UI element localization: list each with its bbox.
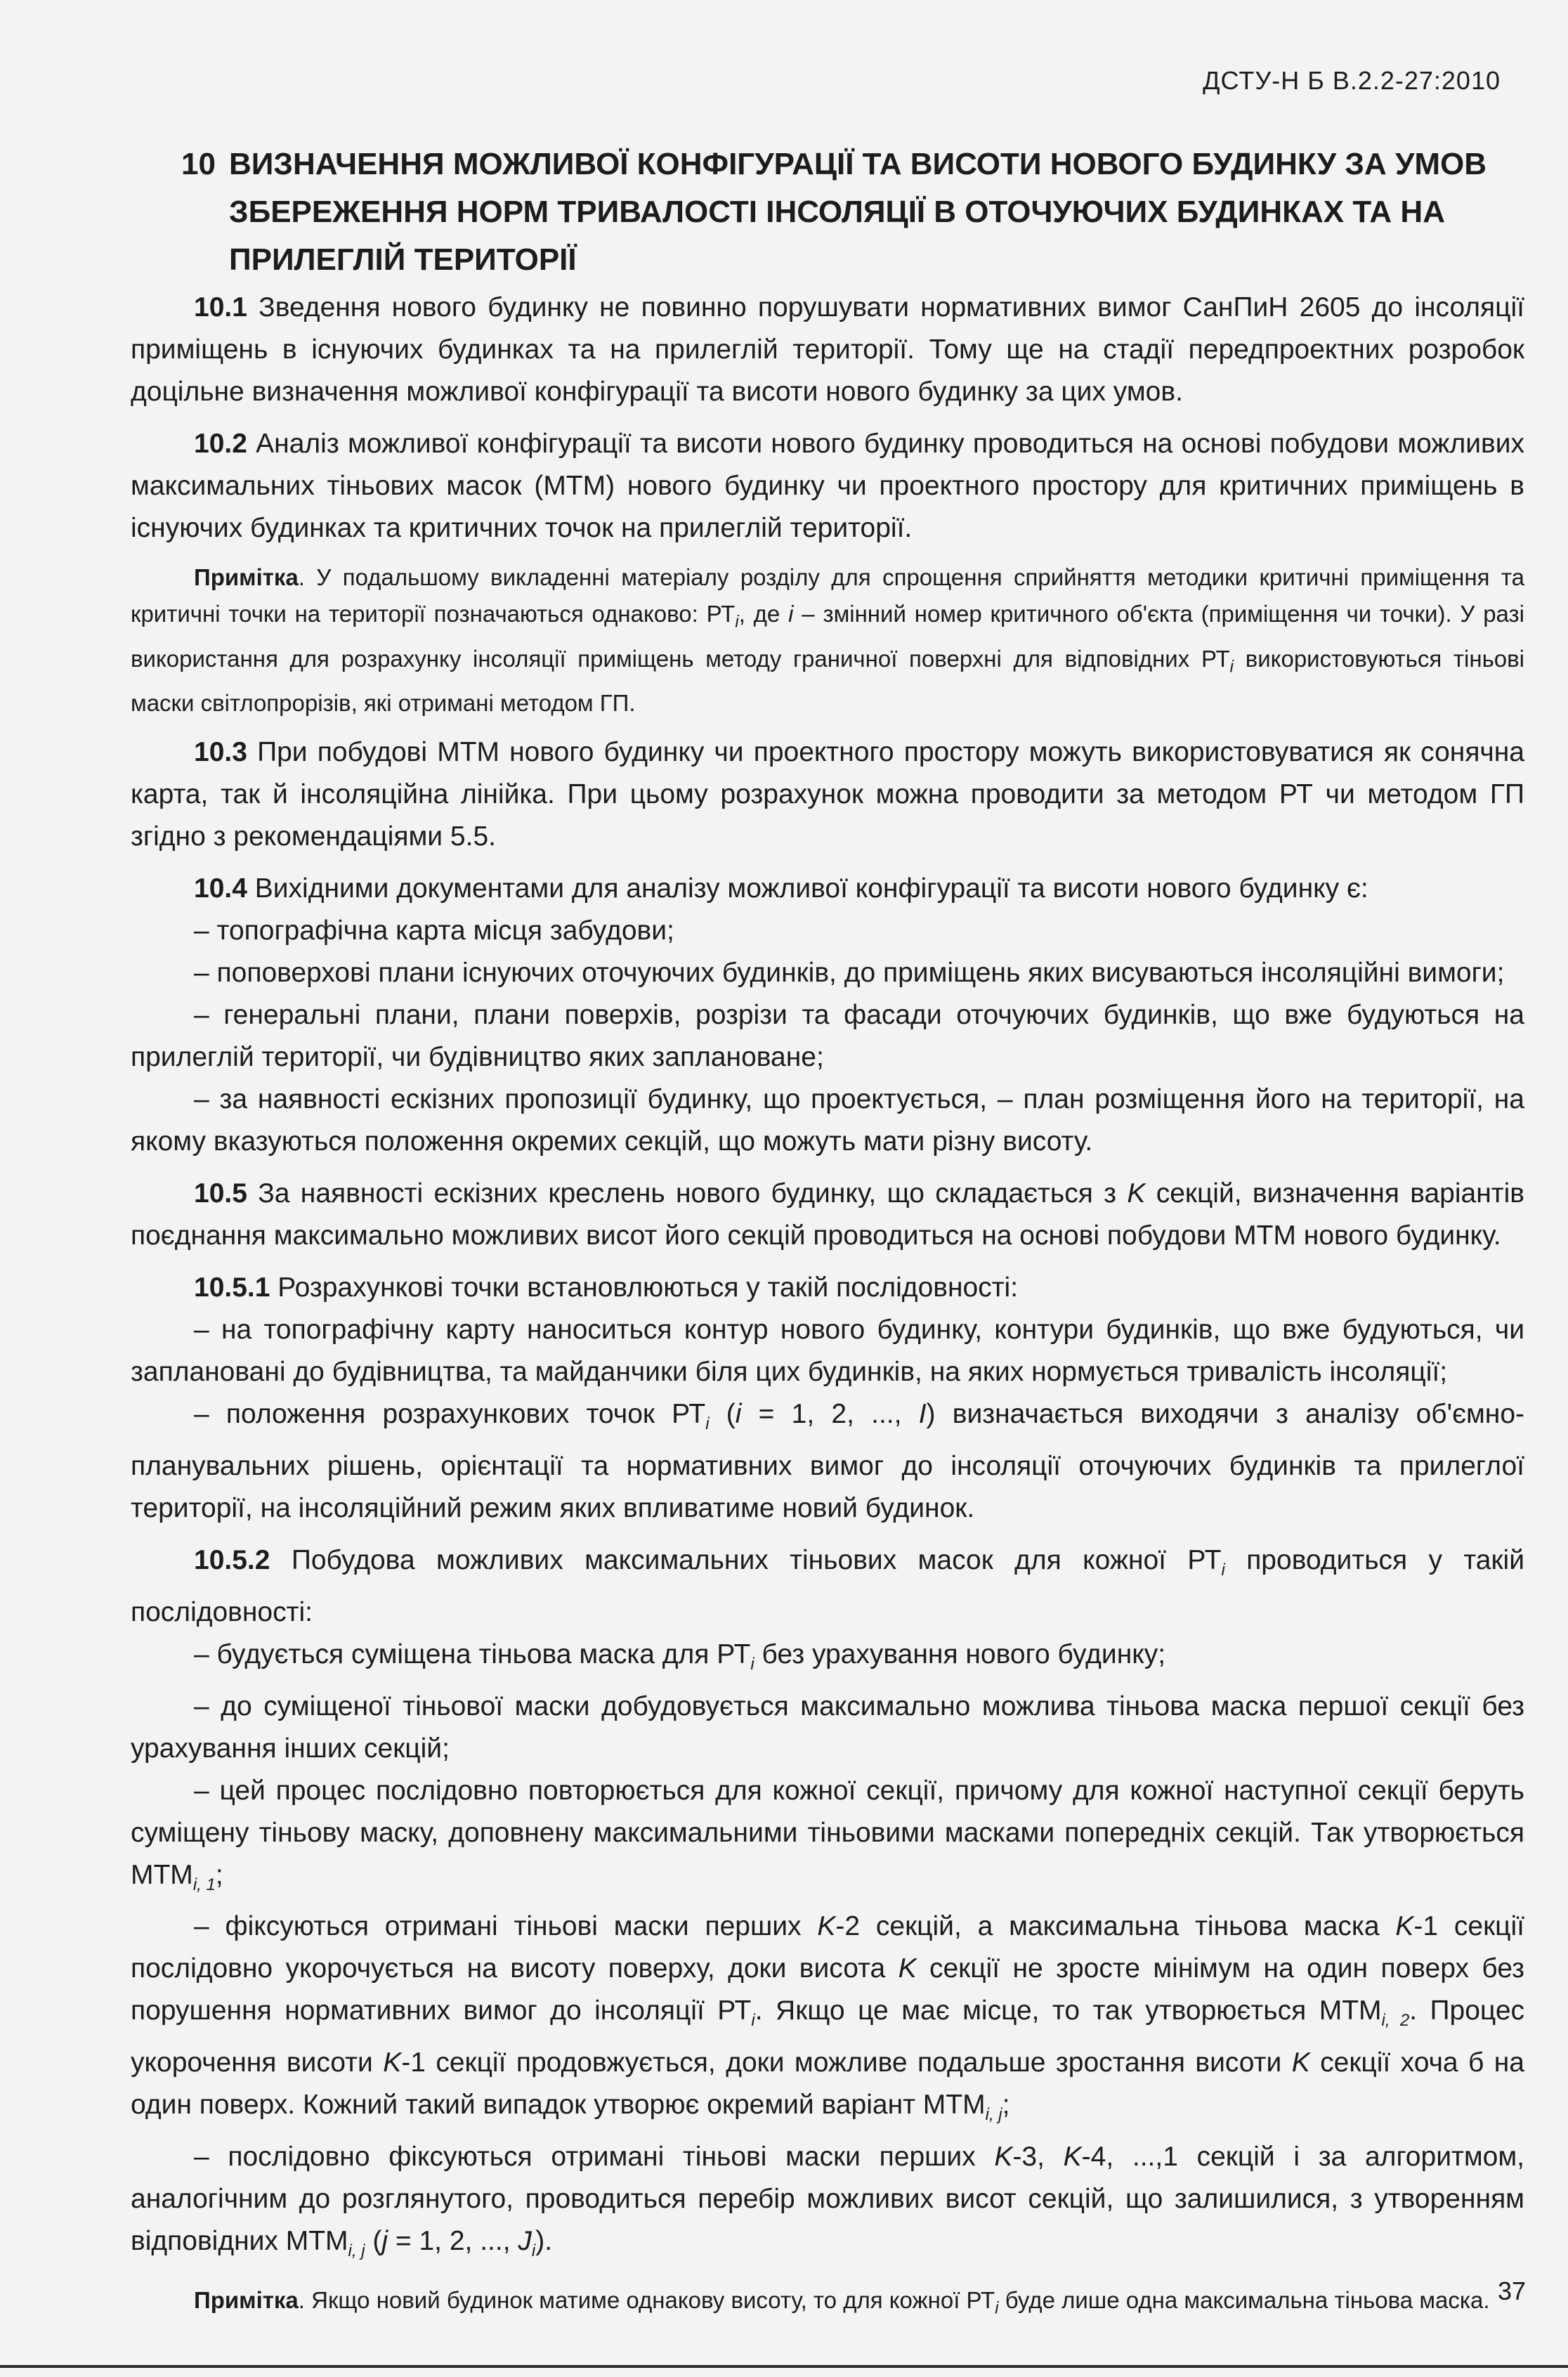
list-item: – фіксуються отримані тіньові маски перших K-2 секцій, а максимальна тіньова маска K-1 секції послідовно укорочується на висоту поверху, доки висота K секції не зросте мінімум на один поверх без порушення нормативних вимог до інсоляції $РТ_i$. Якщо це має місце, то так утворюється $МТМ_{i, 2}$. Процес укорочення висоти K-1 секції продовжується, доки можливе подальше зростання висоти K секції хоча б на один поверх. Кожний такий випадок утворює окремий варіант $МТМ_{i, j}$; — [131, 1911, 1525, 2124]
list-item: – цей процес послідовно повторюється для кожної секції, причому для кожної наступної секції беруть суміщену тіньову маску, доповнену максимальними тіньовими масками попередніх секцій. Так утворюється $МТМ_{i, 1}$; — [131, 1775, 1524, 1894]
page-number: 37 — [1497, 2277, 1526, 2305]
document-code: ДСТУ-Н Б В.2.2-27:2010 — [1203, 66, 1501, 95]
document-body — [131, 287, 1524, 2326]
paragraph-10-3: 10.3 При побудові МТМ нового будинку чи проектного простору можуть використовуватися як сонячна карта, так й інсоляційна лінійка. При цьому розрахунок можна проводити за методом РТ чи методом ГП згідно з рекомендаціями 5.5. — [131, 737, 1524, 852]
list-item: – топографічна карта місця забудови; — [194, 916, 674, 946]
section-title-text: ВИЗНАЧЕННЯ МОЖЛИВОЇ КОНФІГУРАЦІЇ ТА ВИСОТИ НОВОГО БУДИНКУ ЗА УМОВ ЗБЕРЕЖЕННЯ НОРМ ТРИВАЛОСТІ ІНСОЛЯЦІЇ В ОТОЧУЮЧИХ БУДИНКАХ ТА НА ПРИЛЕГЛІЙ ТЕРИТОРІЇ — [229, 147, 1487, 277]
list-item: – поповерхові плани існуючих оточуючих будинків, до приміщень яких висуваються інсоляційні вимоги; — [194, 958, 1505, 989]
page-bottom-divider — [0, 2365, 1568, 2368]
list-item: – до суміщеної тіньової маски добудовується максимально можлива тіньова маска першої секції без урахування інших секцій; — [131, 1691, 1524, 1764]
list-item: – на топографічну карту наноситься контур нового будинку, контури будинків, що вже будуються, чи заплановані до будівництва, та майданчики біля цих будинків, на яких нормується тривалість інсоляції; — [131, 1315, 1524, 1388]
paragraph-10-4: 10.4 Вихідними документами для аналізу можливої конфігурації та висоти нового будинку є: — [194, 873, 1368, 904]
section-number: 10 — [181, 147, 216, 181]
paragraph-10-2: 10.2 Аналіз можливої конфігурації та висоти нового будинку проводиться на основі побудови можливих максимальних тіньових масок (МТМ) нового будинку чи проектного простору для критичних приміщень в існуючих будинках та критичних точок на прилеглій території. — [131, 429, 1524, 543]
paragraph-10-5: 10.5 За наявності ескізних креслень нового будинку, що складається з K секцій, визначення варіантів поєднання максимально можливих висот його секцій проводиться на основі побудови МТМ нового будинку. — [131, 1178, 1525, 1251]
list-item: – за наявності ескізних пропозиції будинку, що проектується, – план розміщення його на території, на якому вказуються положення окремих секцій, що можуть мати різну висоту. — [131, 1084, 1524, 1157]
paragraph-10-5-2: 10.5.2 Побудова можливих максимальних тіньових масок для кожної $РТ_i$ проводиться у такій послідовності: — [131, 1544, 1525, 1627]
list-item: – положення розрахункових точок $РТ_i$ (i = 1, 2, ..., I) визначається виходячи з аналізу об'ємно-планувальних рішень, орієнтації та нормативних вимог до інсоляції оточуючих будинків та прилеглої території, на інсоляційний режим яких впливатиме новий будинок. — [131, 1399, 1524, 1523]
paragraph-10-1: 10.1 Зведення нового будинку не повинно порушувати нормативних вимог СанПиН 2605 до інсоляції приміщень в існуючих будинках та на прилеглій території. Тому ще на стадії передпроектних розробок доцільне визначення можливої конфігурації та висоти нового будинку за цих умов. — [131, 292, 1525, 407]
note-2: Примітка. Якщо новий будинок матиме однакову висоту, то для кожної $РТ_i$ буде лише одна максимальна тіньова маска. — [194, 2286, 1490, 2318]
list-item: – будується суміщена тіньова маска для $РТ_i$ без урахування нового будинку; — [194, 1639, 1166, 1674]
section-title — [181, 141, 1491, 284]
note-1: Примітка. У подальшому викладенні матеріалу розділу для спрощення сприйняття методики критичні приміщення та критичні точки на території позначаються однаково: $РТ_i$, де i – змінний номер критичного об'єкта (приміщення чи точки). У разі використання для розрахунку інсоляції приміщень методу граничної поверхні для відповідних $РТ_i$ використовуються тіньові маски світлопрорізів, які отримані методом ГП. — [131, 564, 1525, 717]
list-item: – послідовно фіксуються отримані тіньові маски перших K-3, K-4, ...,1 секцій і за алгоритмом, аналогічним до розглянутого, проводиться перебір можливих висот секцій, що залишилися, з утворенням відповідних $МТМ_{i, j}$ (j = 1, 2, ..., $J_i$). — [131, 2141, 1524, 2260]
paragraph-10-5-1: 10.5.1 Розрахункові точки встановлюються у такій послідовності: — [194, 1272, 1019, 1303]
list-item: – генеральні плани, плани поверхів, розрізи та фасади оточуючих будинків, що вже будуються на прилеглій території, чи будівництво яких заплановане; — [131, 1000, 1524, 1073]
